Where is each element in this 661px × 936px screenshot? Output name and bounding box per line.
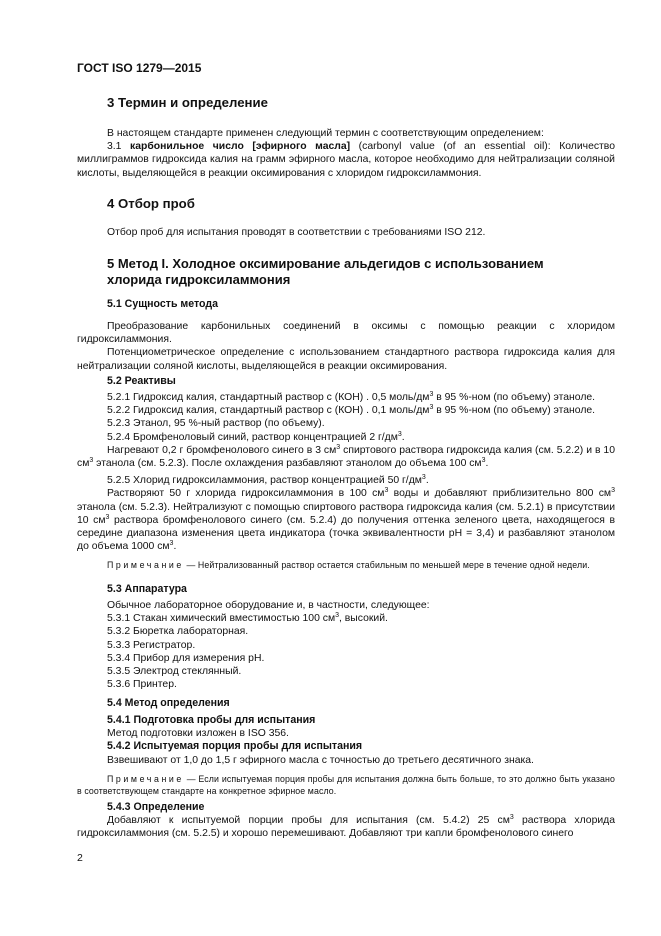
definition-term: карбонильное число [эфирного масла]: [130, 141, 351, 153]
section-3-title: 3 Термин и определение: [107, 95, 268, 110]
section-5-title-line2: хлорида гидроксиламмония: [107, 272, 291, 287]
apparatus-5-3-1: 5.3.1 Стакан химический вместимостью 100 $см^3$, высокий.: [107, 612, 388, 625]
page-number: 2: [77, 852, 83, 864]
section-5-4-title: 5.4 Метод определения: [107, 697, 230, 709]
section-5-4-1-text: Метод подготовки изложен в ISO 356.: [107, 728, 289, 739]
section-5-1-p2: Потенциометрическое определение с использованием стандартного раствора гидроксида калия для нейтрализации соляной кислоты, выделяющейся в реакции оксимирования.: [77, 347, 615, 372]
section-5-title-line1: 5 Метод I. Холодное оксимирование альдегидов с использованием: [107, 256, 544, 271]
reagent-5-2-2-text: 5.2.2 Гидроксид калия, стандартный раствор c (КОН) . 0,1 моль/$дм^3$ в 95 %-ном (по объему) этаноле.: [107, 404, 596, 417]
section-5-1-p1: Преобразование карбонильных соединений в оксимы с помощью реакции с хлоридом гидроксиламмония.: [77, 321, 615, 346]
reagent-5-2-2: [77, 404, 615, 417]
apparatus-5-3-3: 5.3.3 Регистратор.: [107, 639, 196, 651]
section-5-1-title: 5.1 Сущность метода: [107, 298, 219, 310]
note-1: [77, 559, 615, 571]
reagent-5-2-1: [77, 391, 615, 404]
note-2: [77, 773, 615, 797]
apparatus-5-3-5: 5.3.5 Электрод стеклянный.: [107, 666, 242, 678]
reagent-5-2-4: 5.2.4 Бромфеноловый синий, раствор концентрацией 2 $г/дм^3$.: [107, 430, 405, 443]
section-3-intro: В настоящем стандарте применен следующий термин с соответствующим определением:: [107, 128, 544, 139]
reagent-5-2-5: 5.2.5 Хлорид гидроксиламмония, раствор концентрацией 50 $г/дм^3$.: [107, 474, 429, 487]
reagent-5-2-1-text: 5.2.1 Гидроксид калия, стандартный раствор c (КОН) . 0,5 моль/$дм^3$ в 95 %-ном (по объему) этаноле.: [107, 391, 596, 403]
section-3-body: [77, 127, 615, 180]
definition-text: (carbonyl value (of an essential oil): Количество миллиграммов гидроксида калия на грамм эфирного масла, которое необходимо для нейтрализации соляной кислоты, выделяющейся в реакции оксимирования с хлоридом гидроксиламмония.: [77, 141, 615, 179]
section-5-3-body: [77, 599, 615, 691]
note-1-label: Примечание: [107, 560, 184, 571]
section-5-4-3-body: [77, 814, 615, 840]
section-5-4-3-text: Добавляют к испытуемой порции пробы для испытания (см. 5.4.2) 25 $см^3$ раствора хлорида гидроксиламмония (см. 5.2.5) и хорошо перемешивают. Добавляют три капли бромфенолового синего: [77, 814, 615, 840]
section-4-text: Отбор проб для испытания проводят в соответствии с требованиями ISO 212.: [107, 227, 486, 238]
note-1-text: — Нейтрализованный раствор остается стабильным по меньшей мере в течение одной недели.: [183, 560, 590, 571]
section-5-2-body: [77, 391, 615, 571]
section-5-4-2-body: [77, 754, 615, 797]
apparatus-5-3-6: 5.3.6 Принтер.: [107, 679, 177, 691]
apparatus-5-3-4: 5.3.4 Прибор для измерения pH.: [107, 652, 265, 664]
section-4-title: 4 Отбор проб: [107, 196, 195, 211]
note-2-text: — Если испытуемая порция пробы для испытания должна быть больше, то это должно быть указано в соответствующем стандарте на конкретное эфирное масло.: [77, 774, 615, 797]
reagent-5-2-3: 5.2.3 Этанол, 95 %-ный раствор (по объему).: [107, 418, 325, 430]
section-5-title: [107, 256, 544, 288]
section-5-3-intro: Обычное лабораторное оборудование и, в частности, следующее:: [107, 600, 430, 611]
section-5-1-body: [77, 320, 615, 373]
definition-number: 3.1: [107, 141, 122, 153]
reagent-5-2-4-prep: Нагревают 0,2 г бромфенолового синего в 3 $см^3$ спиртового раствора гидроксида калия (см. 5.2.2) и в 10 $см^3$ этанола (см. 5.2.3). После охлаждения разбавляют этанолом до объема 100 $см^3$.: [77, 443, 615, 470]
definition-3-1: [77, 140, 615, 180]
section-5-4-1-title: 5.4.1 Подготовка пробы для испытания: [107, 714, 316, 726]
section-4-body: [77, 226, 615, 239]
section-5-4-1-body: [77, 727, 615, 740]
section-5-3-title: 5.3 Аппаратура: [107, 583, 187, 595]
section-5-4-2-text: Взвешивают от 1,0 до 1,5 г эфирного масла с точностью до третьего десятичного знака.: [107, 755, 534, 766]
section-5-2-title: 5.2 Реактивы: [107, 375, 176, 387]
apparatus-5-3-2: 5.3.2 Бюретка лабораторная.: [107, 626, 249, 638]
section-5-4-2-title: 5.4.2 Испытуемая порция пробы для испытания: [107, 740, 363, 752]
note-2-label: Примечание: [107, 774, 184, 785]
section-5-4-3-title: 5.4.3 Определение: [107, 801, 205, 813]
reagent-5-2-5-prep: Растворяют 50 г хлорида гидроксиламмония в 100 $см^3$ воды и добавляют приблизительно 800 $см^3$ этанола (см. 5.2.3). Нейтрализуют с помощью спиртового раствора гидроксида калия (см. 5.2.1) в присутствии 10 $см^3$ раствора бромфенолового синего (см. 5.2.4) до получения оттенка зеленого цвета, находящегося в середине диапазона изменения цвета индикатора (точка эквивалентности pH = 3,4) и разбавляют этанолом до объема 1000 $см^3$.: [77, 487, 615, 553]
document-header: ГОСТ ISO 1279—2015: [77, 61, 202, 75]
